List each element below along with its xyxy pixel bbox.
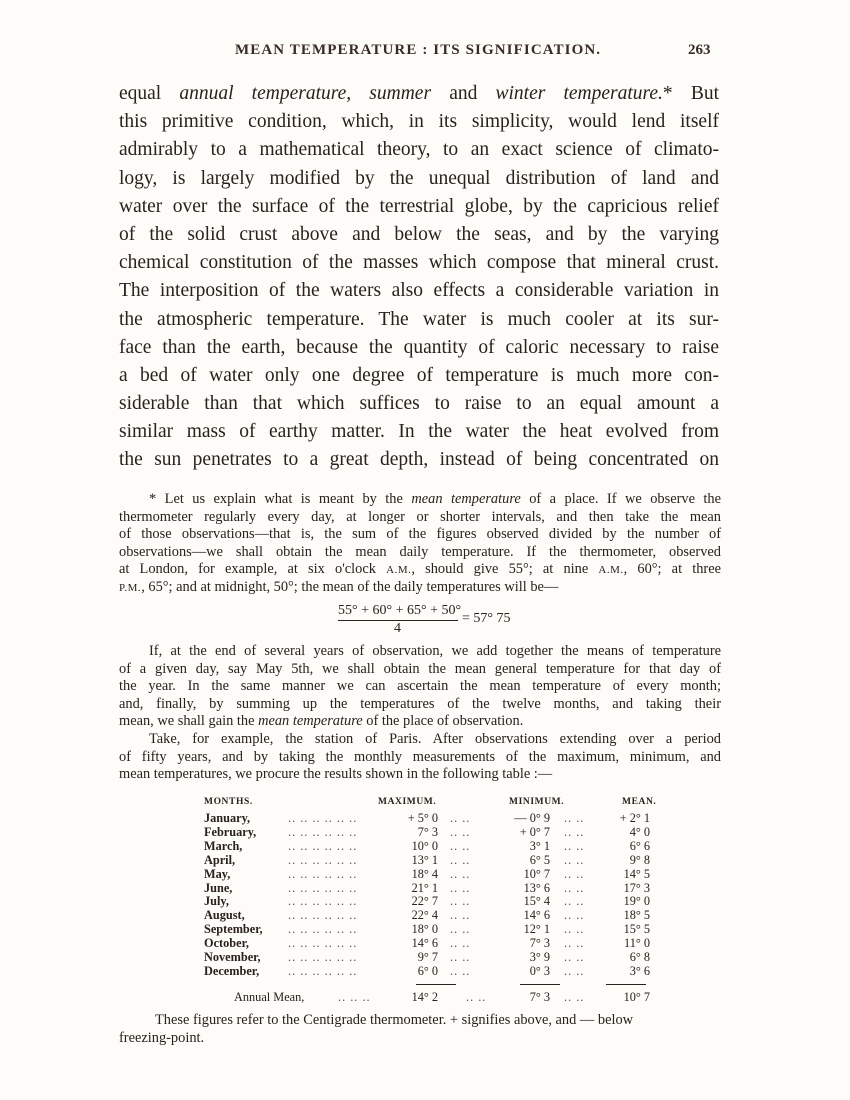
leader-dots: .. .. (564, 936, 585, 951)
para-line: the year. In the same manner we can ascertain the mean temperature of every month; (119, 678, 721, 695)
body-line: water over the surface of the terrestrial globe, by the capricious relief (119, 195, 719, 217)
annual-label: Annual Mean, (234, 989, 305, 1004)
max-value: + 5° 0 (407, 811, 438, 825)
leader-dots: .. .. (564, 852, 585, 867)
max-value: 13° 1 (411, 852, 438, 867)
annual-mean: 10° 7 (623, 989, 650, 1004)
table-row (204, 880, 650, 895)
closing-line: These figures refer to the Centigrade thermometer. + signifies above, and — below (155, 1012, 634, 1028)
formula-result: = 57° 75 (462, 611, 511, 626)
leader-dots: .. .. .. .. .. .. (288, 852, 358, 867)
para-line: and, finally, by summing up the temperatures of the twelve months, and taking their (119, 695, 721, 712)
mean-value: 19° 0 (623, 894, 650, 909)
footnote-continuation (119, 643, 721, 784)
min-value: 13° 6 (523, 880, 550, 895)
leader-dots: .. .. .. .. .. .. (288, 811, 358, 825)
page-number: 263 (688, 42, 711, 58)
para-line: Take, for example, the station of Paris. After observations extending over a period (149, 730, 721, 747)
month-name: November, (204, 950, 261, 964)
leader-dots: .. .. (564, 838, 585, 853)
para-line: mean, we shall gain the mean temperature of the place of observation. (119, 713, 524, 730)
leader-dots: .. .. (564, 824, 585, 839)
max-value: 14° 6 (411, 936, 438, 951)
min-value: 3° 1 (529, 838, 550, 853)
body-line: chemical constitution of the masses which compose that mineral crust. (119, 252, 719, 274)
max-value: 7° 3 (417, 824, 438, 839)
mean-value: 9° 8 (629, 852, 650, 867)
running-head (0, 40, 850, 64)
footnote-line: * Let us explain what is meant by the mean temperature of a place. If we observe the (149, 491, 721, 507)
leader-dots: .. .. (564, 811, 585, 825)
formula-denominator: 4 (394, 621, 401, 636)
leader-dots: .. .. (564, 950, 585, 964)
body-line: a bed of water only one degree of temperature is much more con- (119, 364, 719, 386)
annual-min: 7° 3 (529, 989, 550, 1004)
month-name: June, (204, 880, 233, 895)
body-line: The interposition of the waters also effects a considerable variation in (119, 280, 719, 302)
max-value: 18° 4 (411, 866, 438, 881)
min-value: 3° 9 (529, 950, 550, 964)
table-row (204, 950, 650, 964)
header-months: MONTHS. (204, 797, 253, 807)
table-row (204, 894, 650, 909)
mean-value: 15° 5 (623, 922, 650, 937)
mean-value: 18° 5 (623, 908, 650, 923)
month-name: February, (204, 824, 257, 839)
para-line: of a given day, say May 5th, we shall obtain the mean general temperature for that day of (119, 660, 721, 677)
month-name: December, (204, 963, 260, 978)
sum-rule (520, 984, 560, 985)
month-name: July, (204, 894, 229, 909)
leader-dots: .. .. .. .. .. .. (288, 922, 358, 937)
month-name: May, (204, 866, 231, 881)
header-mean: MEAN. (622, 797, 657, 807)
body-line: logy, is largely modified by the unequal distribution of land and (119, 167, 719, 189)
mean-value: 11° 0 (624, 936, 650, 951)
annual-max: 14° 2 (411, 989, 438, 1004)
leader-dots: .. .. (564, 866, 585, 881)
leader-dots: .. .. .. .. .. .. (288, 894, 358, 909)
leader-dots: .. .. .. .. .. .. (288, 838, 358, 853)
mean-value: + 2° 1 (619, 811, 650, 825)
table-row (204, 908, 650, 923)
mean-value: 4° 0 (629, 824, 650, 839)
max-value: 6° 0 (417, 963, 438, 978)
para-line: If, at the end of several years of observation, we add together the means of temperature (149, 643, 721, 659)
leader-dots: .. .. (450, 894, 471, 909)
leader-dots: .. .. (450, 824, 471, 839)
mean-value: 3° 6 (629, 963, 650, 978)
month-name: August, (204, 908, 245, 923)
leader-dots: .. .. (450, 866, 471, 881)
footnote-line: at London, for example, at six o'clock A.M., should give 55°; at nine A.M., 60°; at three (119, 561, 721, 578)
min-value: + 0° 7 (519, 824, 550, 839)
body-line: siderable than that which suffices to raise to an equal amount a (119, 393, 719, 415)
table-row (204, 963, 650, 978)
leader-dots: .. .. .. .. .. .. (288, 880, 358, 895)
month-name: April, (204, 852, 236, 867)
body-line: face than the earth, because the quantity of caloric necessary to raise (119, 336, 719, 358)
footnote-line: of those observations—that is, the sum of the figures observed divided by the number of (119, 526, 721, 543)
table-row (204, 922, 650, 937)
formula-numerator: 55° + 60° + 65° + 50° (338, 603, 462, 618)
table-row (204, 811, 650, 825)
closing-note (119, 1011, 723, 1047)
min-value: 0° 3 (529, 963, 550, 978)
leader-dots: .. .. .. .. .. .. (288, 824, 358, 839)
table-row (204, 838, 650, 853)
table-row (204, 852, 650, 867)
para-line: of fifty years, and by taking the monthly measurements of the maximum, minimum, and (119, 748, 721, 765)
leader-dots: .. .. .. (338, 989, 371, 1004)
leader-dots: .. .. .. .. .. .. (288, 950, 358, 964)
leader-dots: .. .. (450, 811, 471, 825)
annual-mean-row (204, 989, 650, 1004)
leader-dots: .. .. .. .. .. .. (288, 866, 358, 881)
footnote-line: thermometer regularly every day, at longer or shorter intervals, and then take the mean (119, 508, 721, 525)
body-line: the atmospheric temperature. The water is much cooler at its sur- (119, 308, 719, 330)
table-row (204, 866, 650, 881)
min-value: 7° 3 (529, 936, 550, 951)
month-name: October, (204, 936, 249, 951)
max-value: 10° 0 (411, 838, 438, 853)
mean-value: 14° 5 (623, 866, 650, 881)
leader-dots: .. .. (450, 852, 471, 867)
leader-dots: .. .. (450, 963, 471, 978)
max-value: 21° 1 (411, 880, 438, 895)
body-line: this primitive condition, which, in its simplicity, would lend itself (119, 111, 719, 133)
month-name: September, (204, 922, 263, 937)
footnote (119, 491, 721, 597)
sum-rule (416, 984, 456, 985)
leader-dots: .. .. (564, 894, 585, 909)
para-line: mean temperatures, we procure the results shown in the following table :— (119, 766, 553, 783)
table-row (204, 936, 650, 951)
leader-dots: .. .. .. .. .. .. (288, 908, 358, 923)
leader-dots: .. .. .. .. .. .. (288, 936, 358, 951)
leader-dots: .. .. (564, 963, 585, 978)
closing-line: freezing-point. (119, 1030, 205, 1046)
min-value: 12° 1 (523, 922, 550, 937)
max-value: 9° 7 (417, 950, 438, 964)
min-value: — 0° 9 (514, 811, 550, 825)
body-line: of the solid crust above and below the seas, and by the varying (119, 223, 719, 245)
month-name: March, (204, 838, 243, 853)
footnote-line: P.M., 65°; and at midnight, 50°; the mean of the daily temperatures will be— (119, 578, 559, 595)
leader-dots: .. .. (564, 989, 585, 1004)
leader-dots: .. .. (450, 880, 471, 895)
header-maximum: MAXIMUM. (378, 797, 437, 807)
leader-dots: .. .. (450, 950, 471, 964)
body-line: the sun penetrates to a great depth, instead of being concentrated on (119, 449, 719, 471)
leader-dots: .. .. (564, 880, 585, 895)
body-line: similar mass of earthy matter. In the water the heat evolved from (119, 421, 719, 443)
min-value: 15° 4 (523, 894, 550, 909)
leader-dots: .. .. (564, 922, 585, 937)
min-value: 10° 7 (523, 866, 550, 881)
mean-value: 6° 6 (629, 838, 650, 853)
table-row (204, 824, 650, 839)
body-line-1: equal annual temperature, summer and winter temperature.* But (119, 83, 719, 104)
mean-formula (338, 603, 538, 637)
leader-dots: .. .. (466, 989, 487, 1004)
max-value: 22° 7 (411, 894, 438, 909)
max-value: 18° 0 (411, 922, 438, 937)
leader-dots: .. .. (564, 908, 585, 923)
running-title: MEAN TEMPERATURE : ITS SIGNIFICATION. (235, 42, 602, 58)
min-value: 14° 6 (523, 908, 550, 923)
max-value: 22° 4 (411, 908, 438, 923)
main-paragraph (119, 80, 719, 475)
min-value: 6° 5 (529, 852, 550, 867)
leader-dots: .. .. (450, 908, 471, 923)
leader-dots: .. .. .. .. .. .. (288, 963, 358, 978)
header-minimum: MINIMUM. (509, 797, 565, 807)
leader-dots: .. .. (450, 936, 471, 951)
footnote-line: observations—we shall obtain the mean daily temperature. If the thermometer, observed (119, 543, 721, 560)
body-line: admirably to a mathematical theory, to an exact science of climato- (119, 139, 719, 161)
leader-dots: .. .. (450, 922, 471, 937)
month-name: January, (204, 811, 251, 825)
mean-value: 17° 3 (623, 880, 650, 895)
sum-rule (606, 984, 646, 985)
mean-value: 6° 8 (629, 950, 650, 964)
leader-dots: .. .. (450, 838, 471, 853)
